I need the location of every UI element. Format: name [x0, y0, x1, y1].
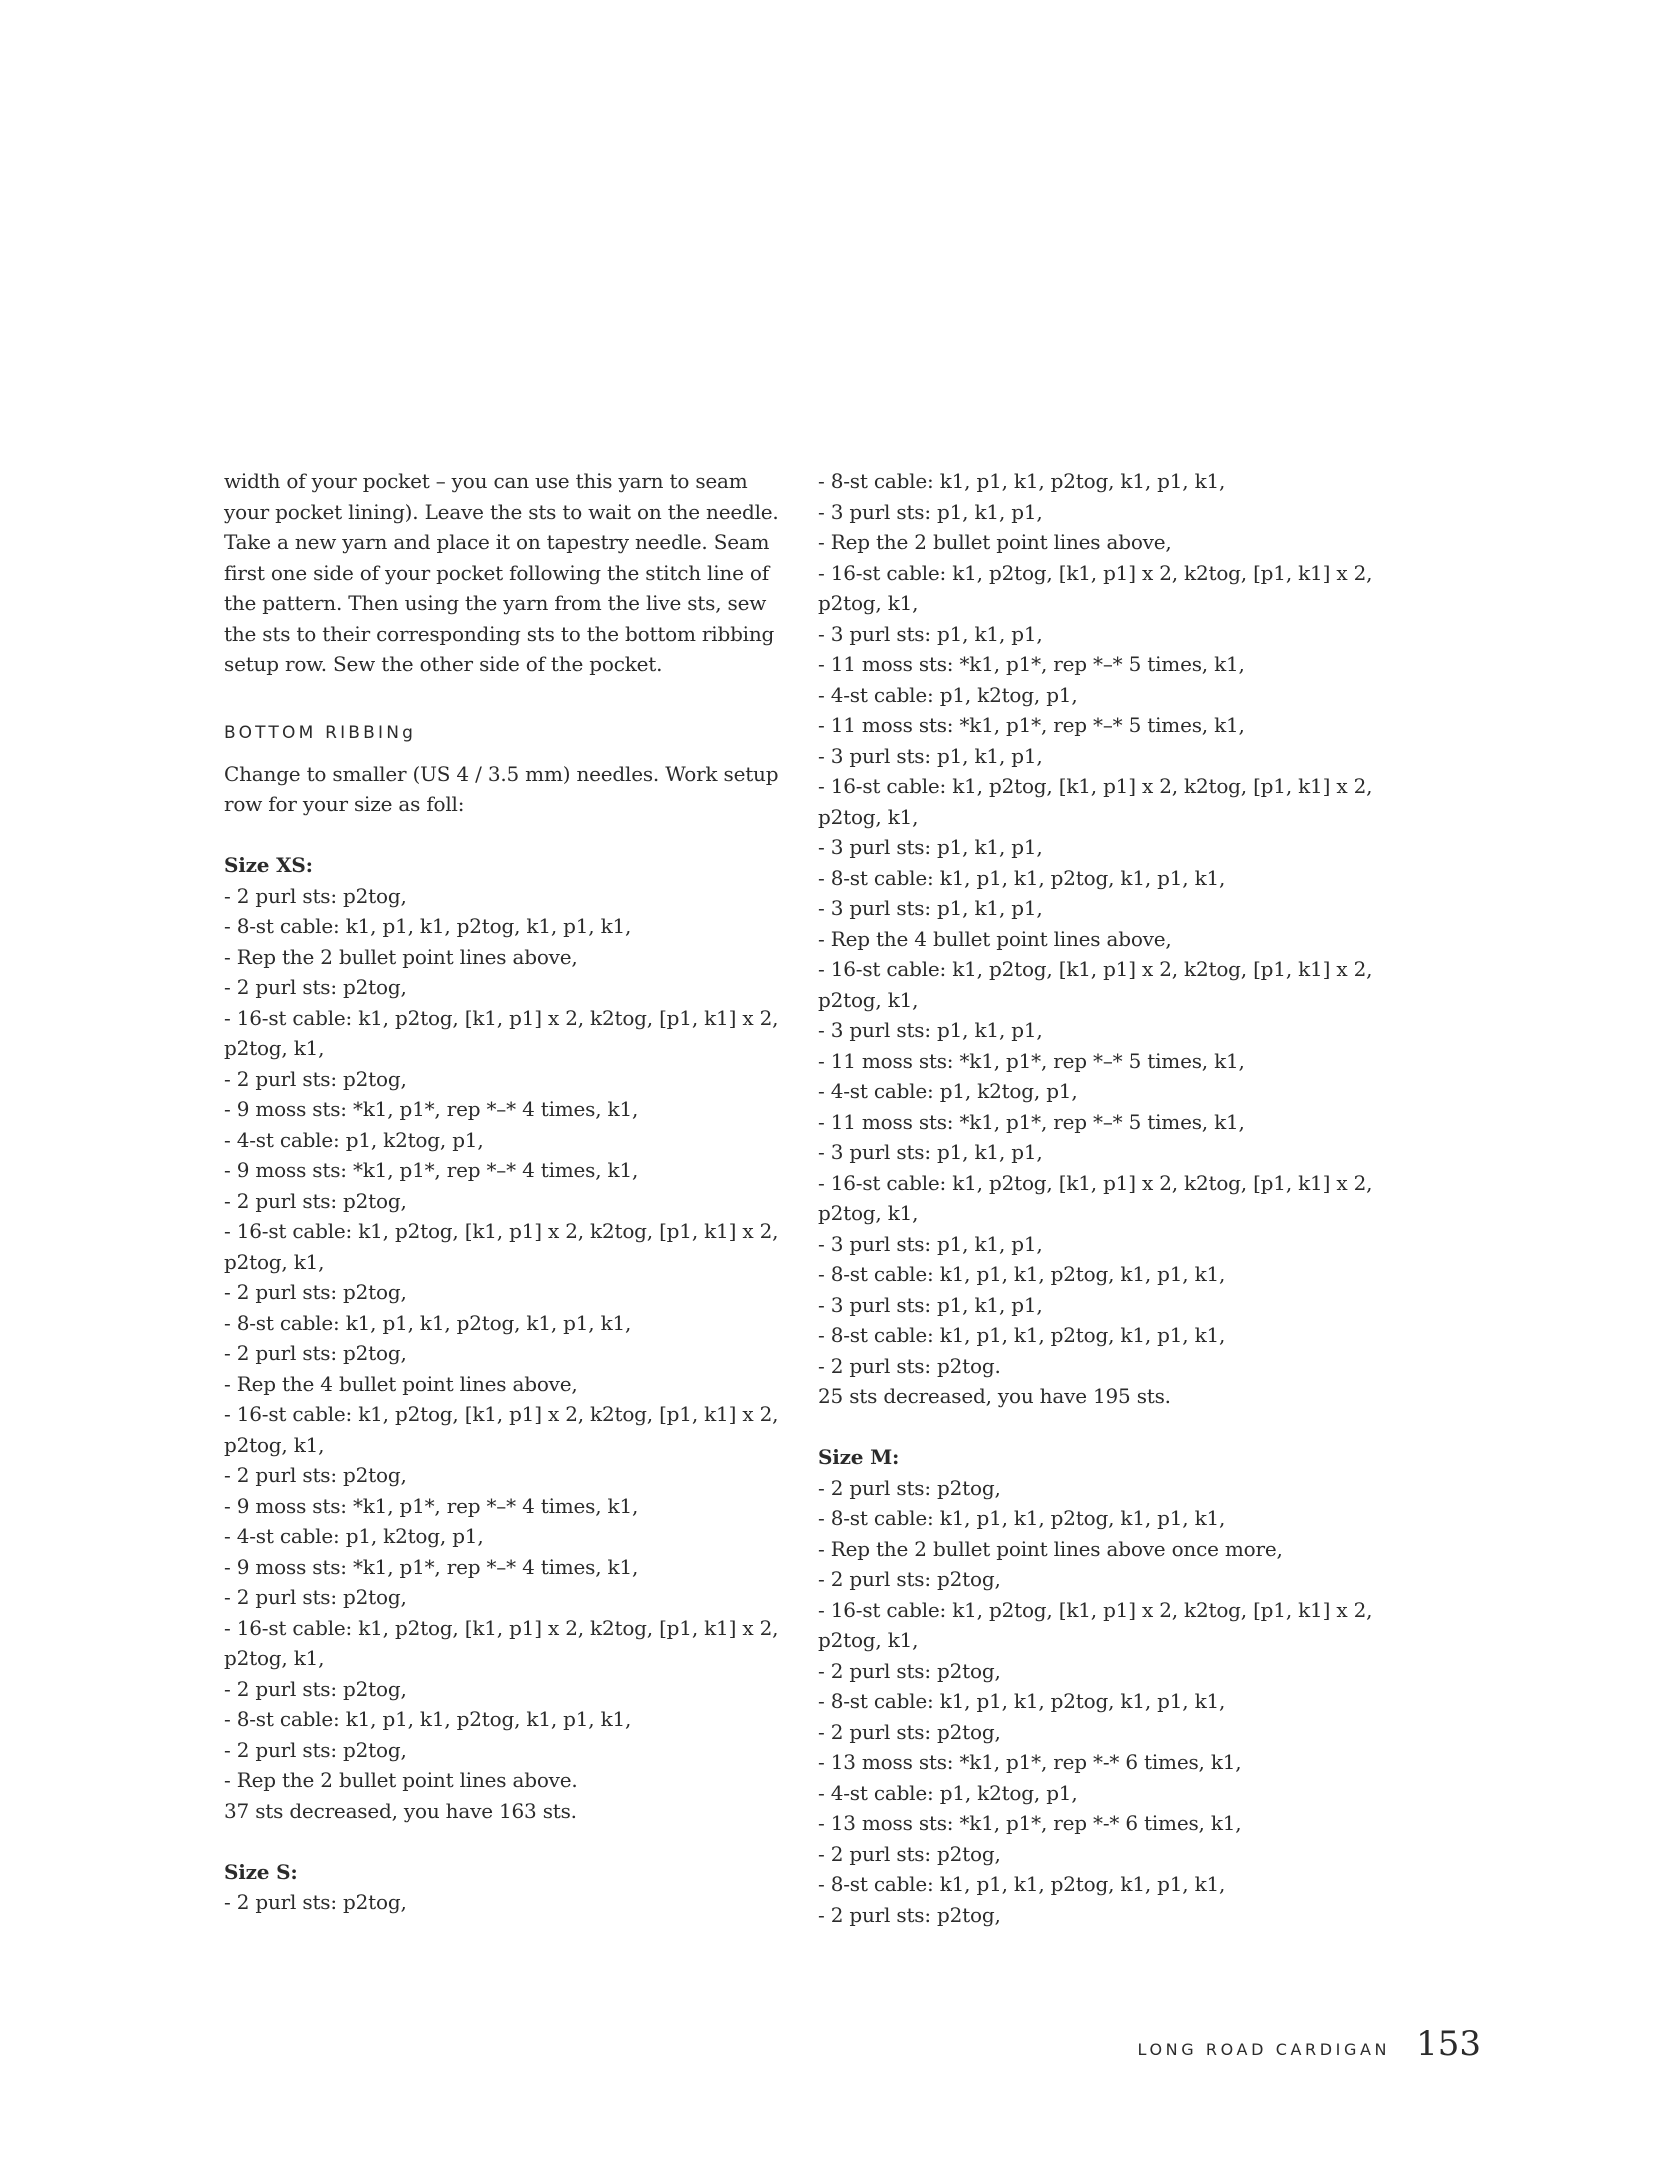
- text-line: - 8-st cable: k1, p1, k1, p2tog, k1, p1, k1,: [818, 1689, 1226, 1713]
- size-m-title: Size M:: [818, 1445, 900, 1469]
- text-line: - 8-st cable: k1, p1, k1, p2tog, k1, p1, k1,: [224, 914, 632, 938]
- text-line: p2tog, k1,: [818, 804, 919, 829]
- spacer: [224, 820, 784, 851]
- text-line: - 3 purl sts: p1, k1, p1,: [818, 1231, 1043, 1256]
- text-line: first one side of your pocket following the stitch line of: [224, 560, 769, 585]
- size-xs-steps: [224, 881, 784, 1827]
- text-line: p2tog, k1,: [818, 1628, 919, 1652]
- text-line: - Rep the 2 bullet point lines above.: [224, 1768, 578, 1792]
- text-line: - 16-st cable: k1, p2tog, [k1, p1] x 2, k2tog, [p1, k1] x 2,: [818, 560, 1373, 585]
- text-line: p2tog, k1,: [818, 591, 919, 615]
- spacer: [224, 1826, 784, 1857]
- text-line: - 3 purl sts: p1, k1, p1,: [818, 499, 1043, 524]
- text-line: - Rep the 2 bullet point lines above,: [224, 944, 578, 969]
- intro-paragraph: [224, 466, 784, 680]
- text-line: - 16-st cable: k1, p2tog, [k1, p1] x 2, k2tog, [p1, k1] x 2,: [818, 774, 1373, 798]
- text-line: Change to smaller (US 4 / 3.5 mm) needles. Work setup: [224, 761, 779, 786]
- text-line: - 16-st cable: k1, p2tog, [k1, p1] x 2, k2tog, [p1, k1] x 2,: [224, 1615, 779, 1640]
- text-line: - 2 purl sts: p2tog,: [224, 1737, 407, 1762]
- text-line: - 2 purl sts: p2tog,: [224, 1676, 407, 1701]
- instruction-paragraph: [224, 759, 784, 820]
- size-s-title: Size S:: [224, 1859, 298, 1884]
- size-s-steps: [224, 1887, 784, 1918]
- text-line: - 2 purl sts: p2tog,: [224, 1280, 407, 1304]
- spacer: [818, 1412, 1358, 1443]
- text-line: - 9 moss sts: *k1, p1*, rep *–* 4 times, k1,: [224, 1493, 639, 1518]
- text-line: - 8-st cable: k1, p1, k1, p2tog, k1, p1, k1,: [818, 1323, 1226, 1347]
- text-line: - 2 purl sts: p2tog,: [818, 1475, 1001, 1500]
- text-line: - 16-st cable: k1, p2tog, [k1, p1] x 2, k2tog, [p1, k1] x 2,: [818, 957, 1373, 981]
- text-line: - 16-st cable: k1, p2tog, [k1, p1] x 2, k2tog, [p1, k1] x 2,: [224, 1402, 779, 1426]
- text-line: - 2 purl sts: p2tog,: [224, 1188, 407, 1213]
- text-line: p2tog, k1,: [818, 1201, 919, 1225]
- text-line: - 2 purl sts: p2tog,: [224, 1585, 407, 1609]
- text-line: Take a new yarn and place it on tapestry needle. Seam: [224, 530, 770, 554]
- text-line: - 2 purl sts: p2tog,: [224, 883, 407, 908]
- text-line: - 11 moss sts: *k1, p1*, rep *–* 5 times, k1,: [818, 713, 1245, 737]
- text-line: - Rep the 4 bullet point lines above,: [224, 1371, 578, 1396]
- text-line: - 3 purl sts: p1, k1, p1,: [818, 835, 1043, 859]
- text-line: - Rep the 2 bullet point lines above,: [818, 530, 1172, 554]
- text-line: - 4-st cable: p1, k2tog, p1,: [224, 1524, 484, 1548]
- text-line: - 8-st cable: k1, p1, k1, p2tog, k1, p1, k1,: [818, 1872, 1226, 1896]
- text-line: width of your pocket – you can use this yarn to seam: [224, 469, 748, 493]
- text-line: - 8-st cable: k1, p1, k1, p2tog, k1, p1, k1,: [818, 1506, 1226, 1530]
- text-line: - 8-st cable: k1, p1, k1, p2tog, k1, p1, k1,: [818, 1262, 1226, 1286]
- text-line: - 3 purl sts: p1, k1, p1,: [818, 743, 1043, 768]
- text-line: 37 sts decreased, you have 163 sts.: [224, 1798, 577, 1823]
- text-line: p2tog, k1,: [224, 1646, 325, 1670]
- size-xs-title: Size XS:: [224, 853, 313, 877]
- text-line: - 4-st cable: p1, k2tog, p1,: [224, 1127, 484, 1152]
- text-line: - 3 purl sts: p1, k1, p1,: [818, 621, 1043, 646]
- text-line: 25 sts decreased, you have 195 sts.: [818, 1384, 1171, 1408]
- left-column: [224, 466, 784, 1918]
- text-line: - 2 purl sts: p2tog,: [818, 1658, 1001, 1683]
- text-line: - 2 purl sts: p2tog,: [818, 1841, 1001, 1866]
- text-line: - 2 purl sts: p2tog,: [224, 1463, 407, 1487]
- text-line: - 2 purl sts: p2tog,: [224, 1890, 407, 1914]
- text-line: the sts to their corresponding sts to the bottom ribbing: [224, 621, 775, 646]
- text-line: - 2 purl sts: p2tog,: [818, 1719, 1001, 1744]
- text-line: - 11 moss sts: *k1, p1*, rep *–* 5 times, k1,: [818, 652, 1245, 676]
- text-line: - 11 moss sts: *k1, p1*, rep *–* 5 times, k1,: [818, 1048, 1245, 1073]
- text-line: - 2 purl sts: p2tog,: [224, 1066, 407, 1091]
- text-line: p2tog, k1,: [224, 1249, 325, 1274]
- running-title: LONG ROAD CARDIGAN: [1137, 2040, 1391, 2059]
- spacer: [224, 680, 784, 711]
- text-line: - 11 moss sts: *k1, p1*, rep *–* 5 times, k1,: [818, 1109, 1245, 1134]
- text-line: setup row. Sew the other side of the pocket.: [224, 652, 663, 676]
- text-line: - 3 purl sts: p1, k1, p1,: [818, 1140, 1043, 1164]
- text-line: - 3 purl sts: p1, k1, p1,: [818, 1018, 1043, 1042]
- text-line: - 16-st cable: k1, p2tog, [k1, p1] x 2, k2tog, [p1, k1] x 2,: [818, 1170, 1373, 1195]
- text-line: - 2 purl sts: p2tog,: [224, 975, 407, 999]
- text-line: - 2 purl sts: p2tog,: [224, 1341, 407, 1365]
- text-line: - 2 purl sts: p2tog.: [818, 1353, 1001, 1378]
- text-line: - 9 moss sts: *k1, p1*, rep *–* 4 times, k1,: [224, 1554, 639, 1579]
- size-m-steps: [818, 1473, 1373, 1931]
- text-line: the pattern. Then using the yarn from the live sts, sew: [224, 591, 767, 615]
- page-number: 153: [1416, 2024, 1481, 2064]
- section-heading: BOTTOM RIBBINg: [224, 723, 417, 743]
- text-line: - 3 purl sts: p1, k1, p1,: [818, 896, 1043, 920]
- text-line: p2tog, k1,: [224, 1036, 325, 1060]
- text-line: - 8-st cable: k1, p1, k1, p2tog, k1, p1, k1,: [224, 1310, 632, 1335]
- text-line: - 13 moss sts: *k1, p1*, rep *-* 6 times, k1,: [818, 1811, 1242, 1835]
- text-line: - 4-st cable: p1, k2tog, p1,: [818, 682, 1078, 707]
- text-line: - 16-st cable: k1, p2tog, [k1, p1] x 2, k2tog, [p1, k1] x 2,: [224, 1219, 779, 1243]
- text-line: - 3 purl sts: p1, k1, p1,: [818, 1292, 1043, 1317]
- text-line: - 16-st cable: k1, p2tog, [k1, p1] x 2, k2tog, [p1, k1] x 2,: [224, 1005, 779, 1030]
- text-line: - 16-st cable: k1, p2tog, [k1, p1] x 2, k2tog, [p1, k1] x 2,: [818, 1597, 1373, 1622]
- text-line: - 8-st cable: k1, p1, k1, p2tog, k1, p1, k1,: [224, 1707, 632, 1731]
- text-line: - 4-st cable: p1, k2tog, p1,: [818, 1079, 1078, 1103]
- page-footer: [1138, 2024, 1481, 2074]
- text-line: p2tog, k1,: [224, 1432, 325, 1457]
- text-line: - 8-st cable: k1, p1, k1, p2tog, k1, p1, k1,: [818, 865, 1226, 890]
- text-line: - 9 moss sts: *k1, p1*, rep *–* 4 times, k1,: [224, 1097, 639, 1121]
- text-line: - 2 purl sts: p2tog,: [818, 1567, 1001, 1591]
- text-line: - Rep the 4 bullet point lines above,: [818, 926, 1172, 951]
- text-line: p2tog, k1,: [818, 987, 919, 1012]
- right-column: [818, 466, 1373, 1930]
- text-line: your pocket lining). Leave the sts to wait on the needle.: [224, 499, 779, 524]
- text-line: - 2 purl sts: p2tog,: [818, 1902, 1001, 1927]
- text-line: - 8-st cable: k1, p1, k1, p2tog, k1, p1, k1,: [818, 469, 1226, 493]
- text-line: - 4-st cable: p1, k2tog, p1,: [818, 1780, 1078, 1805]
- text-line: - Rep the 2 bullet point lines above once more,: [818, 1536, 1283, 1561]
- size-s-steps-continued: [818, 466, 1373, 1412]
- text-line: - 9 moss sts: *k1, p1*, rep *–* 4 times, k1,: [224, 1158, 639, 1182]
- text-line: row for your size as foll:: [224, 792, 465, 816]
- text-line: - 13 moss sts: *k1, p1*, rep *-* 6 times, k1,: [818, 1750, 1242, 1774]
